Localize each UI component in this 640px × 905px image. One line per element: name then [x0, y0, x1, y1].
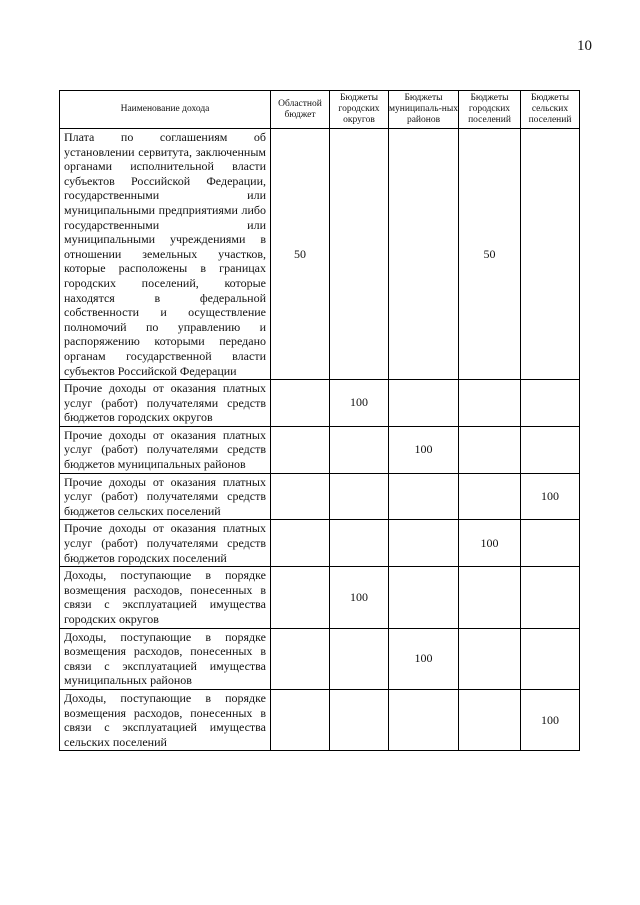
regional-budget-cell [271, 473, 330, 520]
urban-settlement-cell [459, 567, 521, 628]
rural-settlement-cell [521, 628, 580, 689]
rural-settlement-cell [521, 129, 580, 380]
city-district-cell [330, 628, 389, 689]
table-row [60, 380, 580, 427]
municipal-district-cell [389, 689, 459, 750]
table-header-row [60, 91, 580, 129]
urban-settlement-cell: 50 [459, 129, 521, 380]
revenue-name-cell: Прочие доходы от оказания платных услуг (работ) получателями средств бюджетов муниципальных районов [60, 426, 271, 473]
revenue-name-cell: Доходы, поступающие в порядке возмещения расходов, понесенных в связи с эксплуатацией имущества городских округов [60, 567, 271, 628]
revenue-name-cell: Доходы, поступающие в порядке возмещения расходов, понесенных в связи с эксплуатацией имущества сельских поселений [60, 689, 271, 750]
urban-settlement-cell [459, 380, 521, 427]
header-urban-settlement-budgets: Бюджеты городских поселений [459, 91, 521, 129]
regional-budget-cell: 50 [271, 129, 330, 380]
urban-settlement-cell [459, 689, 521, 750]
municipal-district-cell [389, 473, 459, 520]
header-municipal-district-budgets: Бюджеты муниципаль-ных районов [389, 91, 459, 129]
urban-settlement-cell [459, 426, 521, 473]
regional-budget-cell [271, 567, 330, 628]
table-row [60, 426, 580, 473]
header-regional-budget: Областной бюджет [271, 91, 330, 129]
table-row [60, 520, 580, 567]
municipal-district-cell [389, 129, 459, 380]
municipal-district-cell [389, 380, 459, 427]
revenue-name-cell: Прочие доходы от оказания платных услуг (работ) получателями средств бюджетов городских округов [60, 380, 271, 427]
page-number: 10 [577, 38, 592, 54]
table-row [60, 567, 580, 628]
regional-budget-cell [271, 426, 330, 473]
revenue-name-cell: Прочие доходы от оказания платных услуг (работ) получателями средств бюджетов городских поселений [60, 520, 271, 567]
rural-settlement-cell: 100 [521, 473, 580, 520]
revenue-name-cell: Прочие доходы от оказания платных услуг (работ) получателями средств бюджетов сельских поселений [60, 473, 271, 520]
rural-settlement-cell [521, 426, 580, 473]
city-district-cell [330, 520, 389, 567]
municipal-district-cell: 100 [389, 628, 459, 689]
regional-budget-cell [271, 689, 330, 750]
table-row [60, 628, 580, 689]
header-revenue-name: Наименование дохода [60, 91, 271, 129]
urban-settlement-cell [459, 628, 521, 689]
municipal-district-cell [389, 520, 459, 567]
urban-settlement-cell [459, 473, 521, 520]
city-district-cell: 100 [330, 380, 389, 427]
regional-budget-cell [271, 628, 330, 689]
table-row [60, 689, 580, 750]
header-rural-settlement-budgets: Бюджеты сельских поселений [521, 91, 580, 129]
revenue-name-cell: Плата по соглашениям об установлении сервитута, заключенным органами исполнительной власти субъектов Российской Федерации, государственными или муниципальными предприятиями либо государственными или муниципальными учреждениями в отношении земельных участков, которые расположены в границах городских поселений, которые находятся в федеральной собственности и осуществление полномочий по управлению и распоряжению которыми передано органам государственной власти субъектов Российской Федерации [60, 129, 271, 380]
city-district-cell: 100 [330, 567, 389, 628]
city-district-cell [330, 473, 389, 520]
city-district-cell [330, 426, 389, 473]
urban-settlement-cell: 100 [459, 520, 521, 567]
rural-settlement-cell [521, 520, 580, 567]
rural-settlement-cell: 100 [521, 689, 580, 750]
rural-settlement-cell [521, 567, 580, 628]
city-district-cell [330, 689, 389, 750]
table-row [60, 129, 580, 380]
table-row [60, 473, 580, 520]
header-city-district-budgets: Бюджеты городских округов [330, 91, 389, 129]
regional-budget-cell [271, 380, 330, 427]
city-district-cell [330, 129, 389, 380]
regional-budget-cell [271, 520, 330, 567]
municipal-district-cell: 100 [389, 426, 459, 473]
revenue-distribution-table [59, 90, 580, 751]
revenue-name-cell: Доходы, поступающие в порядке возмещения расходов, понесенных в связи с эксплуатацией имущества муниципальных районов [60, 628, 271, 689]
municipal-district-cell [389, 567, 459, 628]
rural-settlement-cell [521, 380, 580, 427]
